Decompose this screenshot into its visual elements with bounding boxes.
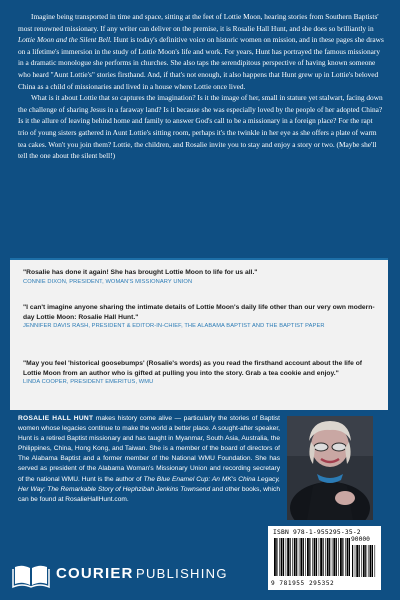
addon-barcode-bars <box>352 545 376 577</box>
blurb-paragraph-1: Imagine being transported in time and space, sitting at the feet of Lottie Moon, hearing stories from Southern Baptists' most renowned missionary. If any writer can deliver on the premise, it is Rosalie Hall Hunt, and she does so brilliantly in Lottie Moon and the Silent Bell. Hunt is today's definitive voice on historic women on mission, and in these pages she draws on a lifetime's immersion in the study of Lottie Moon's life and work. For years, Hunt has portrayed the famous missionary in a dramatic monologue she performs in churches. She also taps the serendipitous perspective of having known someone who heard "Aunt Lottie's" stories firsthand. And, if that's not enough, it also happens that Hunt grew up in Lottie's beloved China as a child of missionaries and lived in a house where Lottie once lived. <box>18 12 384 91</box>
price-code: 90000 <box>351 536 370 543</box>
author-photo <box>287 416 373 520</box>
endorsement-2 <box>23 303 379 331</box>
endorsement-1 <box>23 268 379 287</box>
open-book-icon <box>12 559 50 589</box>
author-name: ROSALIE HALL HUNT <box>18 415 94 422</box>
endorsement-quote: "Rosalie has done it again! She has brought Lottie Moon to life for us all." <box>23 269 258 276</box>
blurb-section <box>0 0 400 257</box>
endorsement-3 <box>23 359 379 387</box>
endorsement-attribution: LINDA COOPER, PRESIDENT EMERITUS, WMU <box>23 379 154 386</box>
endorsement-quote: "May you feel 'historical goosebumps' (Rosalie's words) as you read the firsthand account about the life of Lottie Moon from an author who is gifted at pulling you into the story. Grab a tea cookie and enjoy." <box>23 360 363 377</box>
isbn-barcode <box>268 526 381 590</box>
endorsement-quote: "I can't imagine anyone sharing the intimate details of Lottie Moon's daily life other than our very own modern-day Lottie Moon: Rosalie Hall Hunt." <box>23 304 375 321</box>
barcode-bars <box>274 538 350 576</box>
book-title-inline: Lottie Moon and the Silent Bell. <box>18 35 112 45</box>
endorsements-panel <box>10 258 388 410</box>
publisher-name-bold: COURIER <box>56 565 134 582</box>
isbn-number: ISBN 978-1-955295-35-2 <box>273 529 361 536</box>
author-portrait-image <box>287 416 373 520</box>
book-blurb <box>18 11 384 162</box>
blurb-paragraph-2: What is it about Lottie that so captures the imagination? Is it the image of her, small in stature yet stalwart, facing down the challenge of sharing Jesus in a faraway land? Is it because she was especially loved by the people of her adopted China? Is it the allure of leaving behind home and family to answer God's call to be a missionary in a foreign place? For the rapt trio of young sisters gathered in Aunt Lottie's sitting room, perhaps it's the twinkle in her eye as she offers a plate of warm tea cakes. Won't you join them? Lottie, the children, and Rosalie invite you to stay and enjoy a story or two. (Maybe she'll tell the one about the silent bell!) <box>18 93 383 161</box>
endorsement-attribution: CONNIE DIXON, PRESIDENT, WOMAN'S MISSIONARY UNION <box>23 278 193 285</box>
publisher-name-light: PUBLISHING <box>136 566 228 581</box>
endorsement-attribution: JENNIFER DAVIS RASH, PRESIDENT & EDITOR-IN-CHIEF, THE ALABAMA BAPTIST AND THE BAPTIST PAPER <box>23 323 325 330</box>
author-bio: ROSALIE HALL HUNT makes history come alive — particularly the stories of Baptist women whose legacies continue to make the world a better place. A sought-after speaker, Hunt is a retired Baptist missionary and has taught in Myanmar, South Asia, Australia, the Philippines, China, Hong Kong, and Taiwan. She is a member of the board of directors of The Alabama Baptist and a former member of the National WMU Foundation. She has served as president of the Alabama Woman's Missionary Union and recording secretary of the national WMU. Hunt is the author of The Blue Enamel Cup: An MK's China Legacy, Her Way: The Remarkable Story of Hephzibah Jenkins Townsend and other books, which can be found at RosalieHallHunt.com. <box>18 415 280 503</box>
publisher-logo <box>12 559 228 591</box>
barcode-digits: 9 781955 295352 <box>271 580 335 587</box>
book-titles: The Blue Enamel Cup: An MK's China Legacy, Her Way: The Remarkable Story of Hephzibah Jenkins Townsend <box>18 475 280 493</box>
